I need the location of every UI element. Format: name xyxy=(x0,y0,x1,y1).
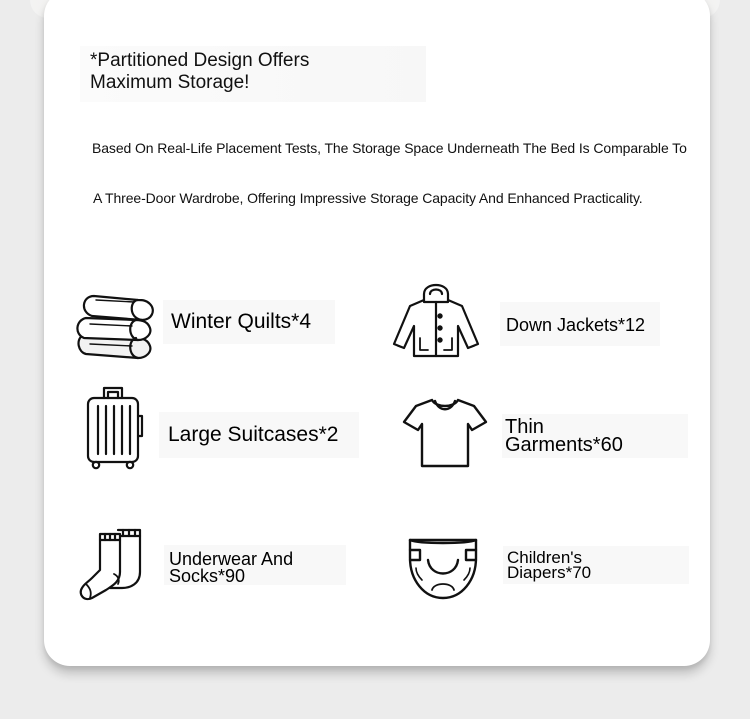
item-label-thin-garments xyxy=(502,414,688,458)
item-label-winter-quilts xyxy=(163,300,335,344)
down-jacket-icon xyxy=(390,280,482,360)
item-label-down-jackets xyxy=(500,302,660,346)
t-shirt-icon xyxy=(402,396,488,470)
item-label-childrens-diapers xyxy=(503,546,689,584)
diaper-icon xyxy=(406,534,480,602)
item-label-text: Thin Garments*60 xyxy=(505,416,623,456)
socks-icon xyxy=(78,528,144,602)
description-line-1: Based On Real-Life Placement Tests, The Storage Space Underneath The Bed Is Comparable To xyxy=(92,140,687,156)
item-label-text: Large Suitcases*2 xyxy=(168,423,339,446)
suitcase-icon xyxy=(84,386,144,470)
headline-text: *Partitioned Design Offers Maximum Storage! xyxy=(90,50,310,93)
headline-box xyxy=(80,46,426,102)
item-label-underwear-socks xyxy=(164,545,346,585)
item-label-text: Underwear And Socks*90 xyxy=(169,549,294,586)
description-line-2: A Three-Door Wardrobe, Offering Impressive Storage Capacity And Enhanced Practicality. xyxy=(93,190,643,206)
item-label-text: Down Jackets*12 xyxy=(506,315,646,335)
item-label-large-suitcases xyxy=(159,412,359,458)
item-label-text: Children's Diapers*70 xyxy=(507,548,592,582)
item-label-text: Winter Quilts*4 xyxy=(171,310,312,333)
quilt-stack-icon xyxy=(72,288,156,360)
